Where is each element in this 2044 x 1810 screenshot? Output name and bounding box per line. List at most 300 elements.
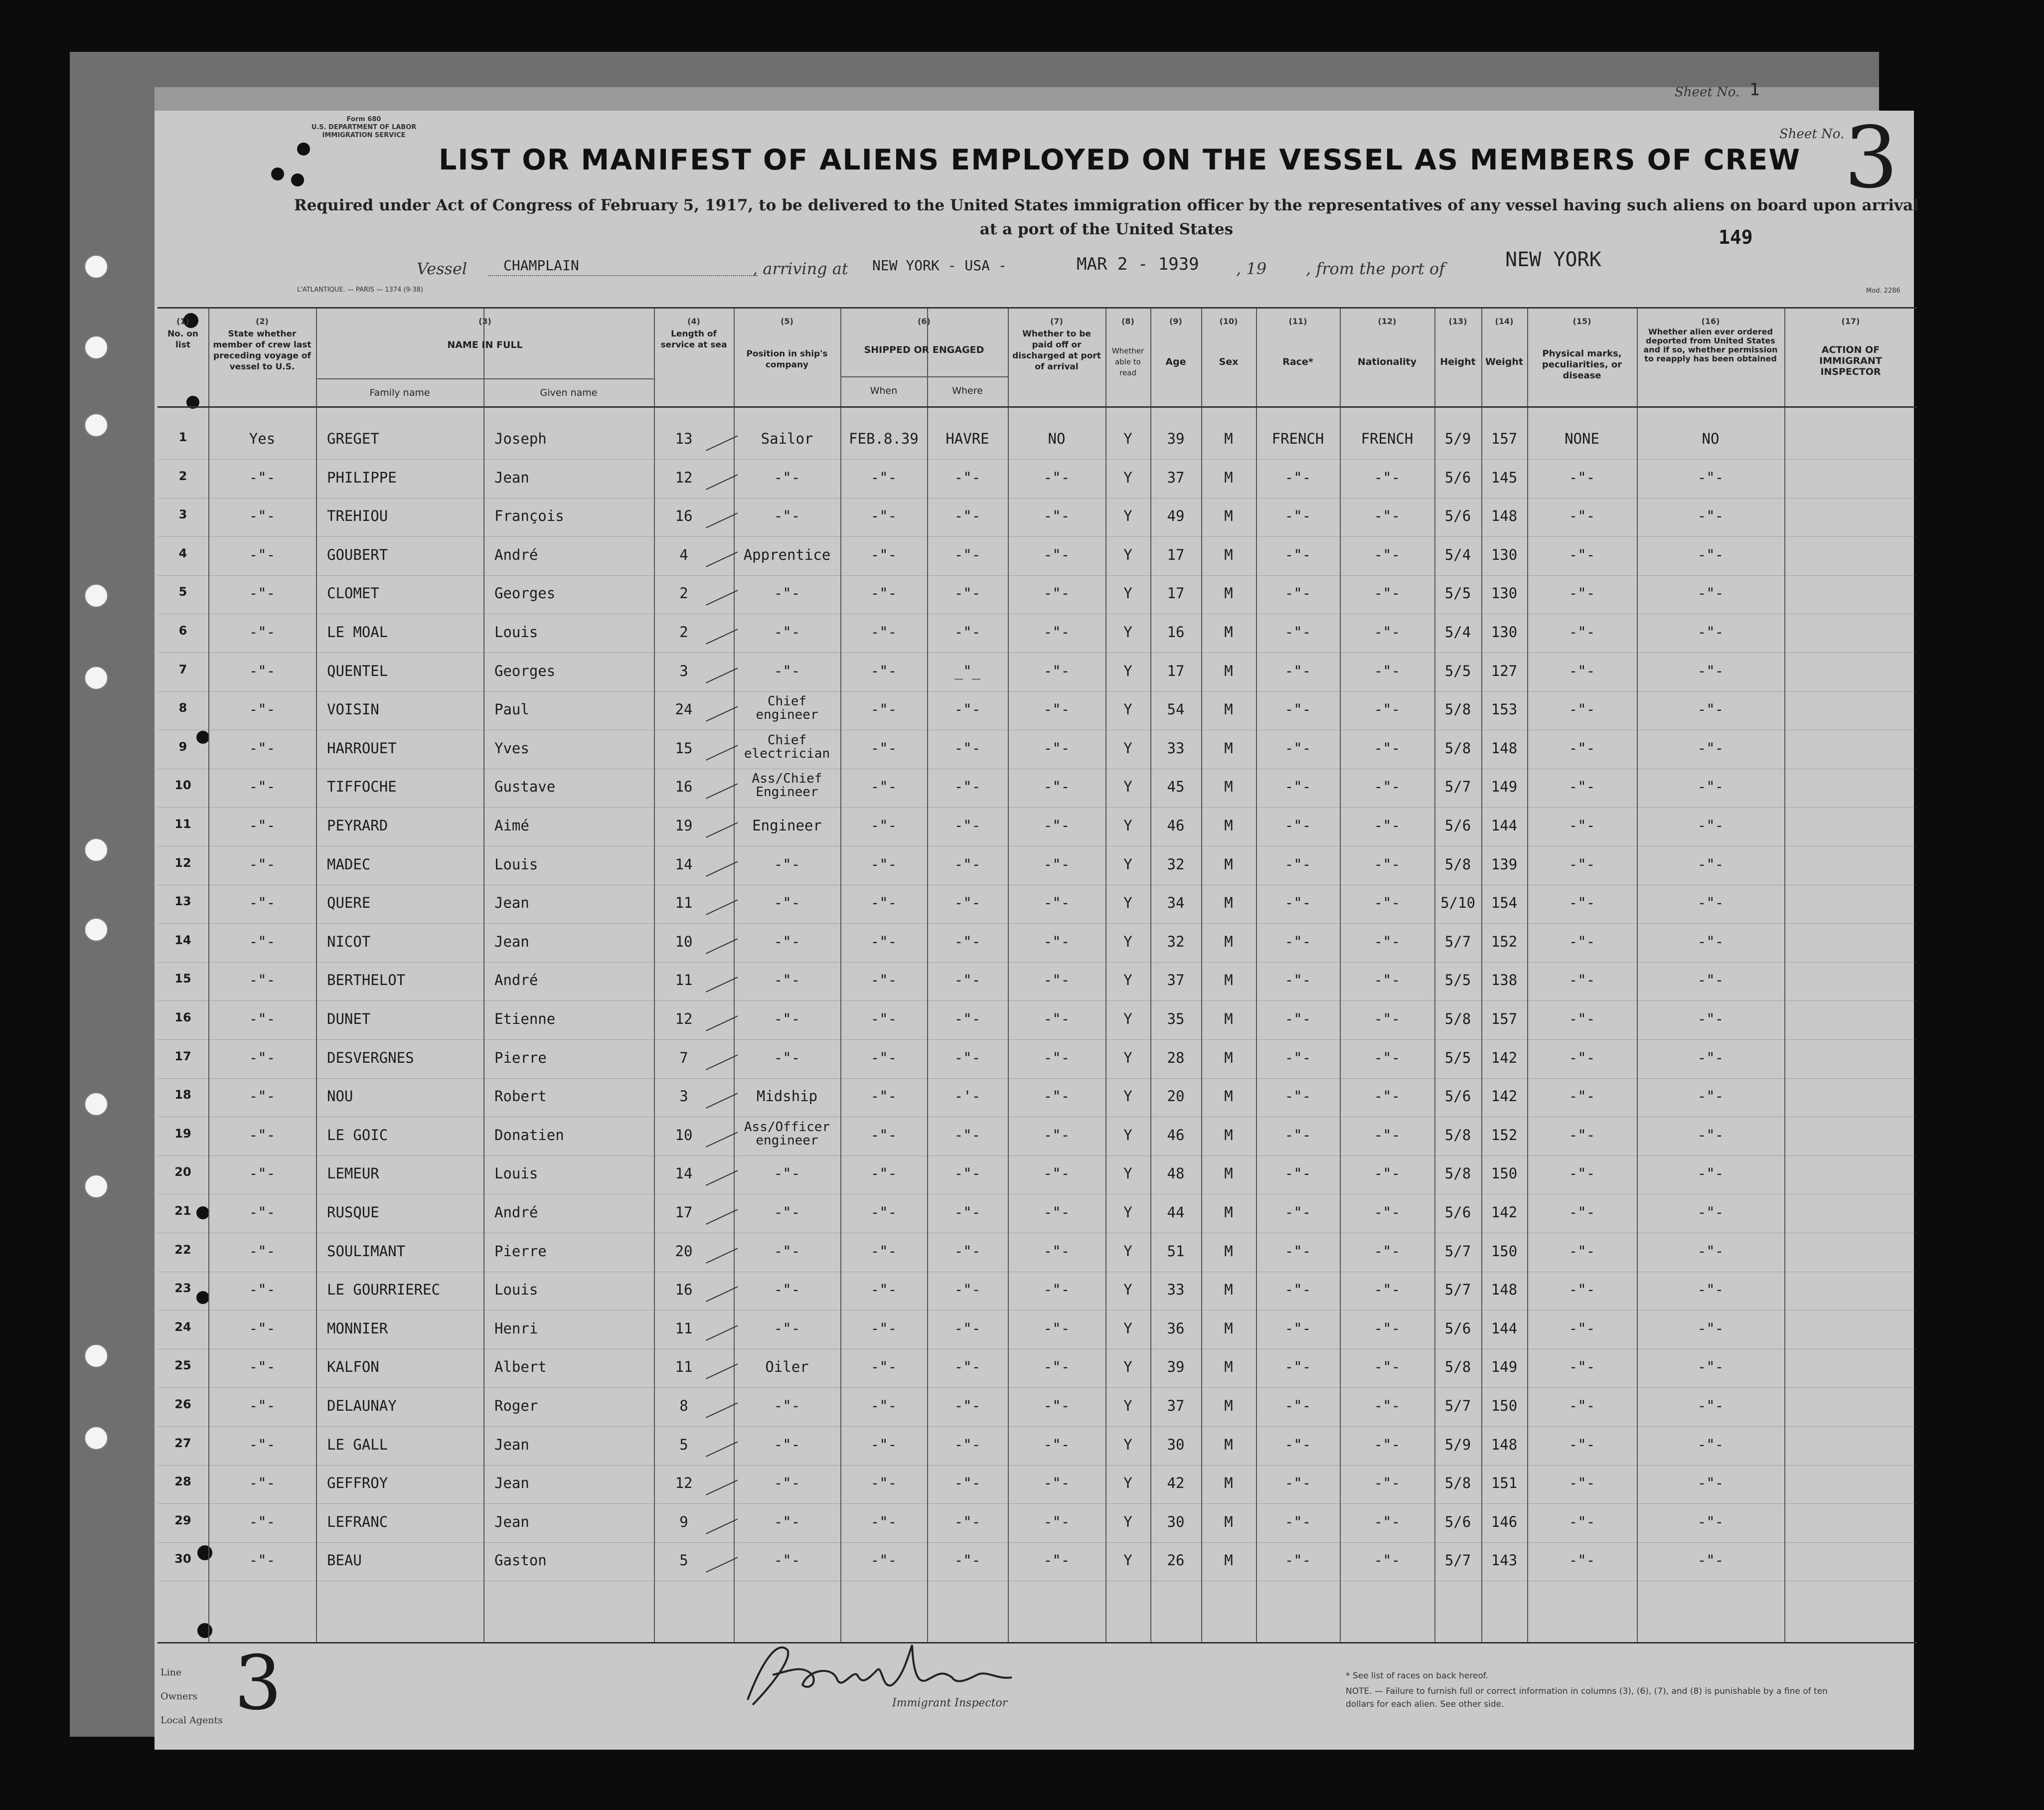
height: 5/6 <box>1444 469 1471 486</box>
weight: 127 <box>1491 662 1518 679</box>
given-name: Louis <box>494 624 538 641</box>
able-to-read: Y <box>1123 546 1132 563</box>
length-of-service: 11 <box>675 1319 693 1337</box>
length-of-service: 16 <box>675 1281 693 1299</box>
given-name: Robert <box>494 1088 547 1105</box>
from-port-value: NEW YORK <box>1505 248 1601 271</box>
col-header-sex: Sex <box>1219 356 1239 367</box>
prev-voyage: -"- <box>249 1010 276 1027</box>
race: -"- <box>1284 894 1311 912</box>
shipped-when: -"- <box>870 855 897 873</box>
vessel-label: Vessel <box>417 259 468 278</box>
weight: 157 <box>1491 430 1518 447</box>
vessel-value: CHAMPLAIN <box>503 257 579 274</box>
col-header-nationality: Nationality <box>1357 356 1417 367</box>
punch-dot <box>297 143 310 156</box>
position: Ass/Chief Engineer <box>752 771 822 800</box>
family-name: DELAUNAY <box>327 1397 397 1414</box>
sex: M <box>1224 1088 1233 1105</box>
weight: 148 <box>1491 1281 1518 1299</box>
from-port-label: , from the port of <box>1306 259 1445 278</box>
shipped-where: -"- <box>954 1436 981 1453</box>
position: Oiler <box>765 1358 809 1376</box>
row-number: 28 <box>174 1475 191 1489</box>
shipped-where: -"- <box>954 1475 981 1492</box>
given-name: André <box>494 972 538 989</box>
physical-marks: -"- <box>1569 972 1595 989</box>
paid-off: -"- <box>1043 507 1070 525</box>
page-title: LIST OR MANIFEST OF ALIENS EMPLOYED ON THE VESSEL AS MEMBERS OF CREW <box>439 144 1801 176</box>
local-agents-label: Local Agents <box>160 1715 223 1726</box>
paid-off: -"- <box>1043 1281 1070 1299</box>
deported: -"- <box>1697 1010 1724 1027</box>
given-name: Gustave <box>494 778 556 796</box>
able-to-read: Y <box>1123 1513 1132 1530</box>
weight: 138 <box>1491 972 1518 989</box>
weight: 154 <box>1491 894 1518 912</box>
row-rule <box>157 1465 1917 1466</box>
height: 5/7 <box>1444 1242 1471 1260</box>
length-of-service: 15 <box>675 739 693 757</box>
sex: M <box>1224 546 1233 563</box>
given-name: Georges <box>494 585 556 602</box>
weight: 139 <box>1491 855 1518 873</box>
length-of-service: 11 <box>675 894 693 912</box>
given-name: Etienne <box>494 1010 556 1027</box>
weight: 144 <box>1491 817 1518 834</box>
race: -"- <box>1284 1088 1311 1105</box>
race: -"- <box>1284 1552 1311 1569</box>
physical-marks: NONE <box>1565 430 1599 447</box>
row-rule <box>157 1000 1917 1001</box>
age: 46 <box>1167 817 1185 834</box>
physical-marks: -"- <box>1569 1010 1595 1027</box>
physical-marks: -"- <box>1569 778 1595 796</box>
row-rule <box>157 1155 1917 1156</box>
given-name: François <box>494 507 564 525</box>
weight: 152 <box>1491 1126 1518 1144</box>
deported: -"- <box>1697 507 1724 525</box>
binder-hole <box>84 1426 109 1451</box>
paid-off: -"- <box>1043 1358 1070 1376</box>
model-number: Mod. 2286 <box>1866 287 1900 295</box>
length-of-service: 11 <box>675 972 693 989</box>
paid-off: -"- <box>1043 469 1070 486</box>
position: Engineer <box>752 817 822 834</box>
position: -"- <box>774 585 800 602</box>
weight: 150 <box>1491 1165 1518 1182</box>
deported: -"- <box>1697 1281 1724 1299</box>
row-rule <box>157 923 1917 924</box>
shipped-where: -"- <box>954 1242 981 1260</box>
shipped-when: -"- <box>870 1436 897 1453</box>
col-divider <box>316 309 317 1642</box>
height: 5/6 <box>1444 1204 1471 1221</box>
sheet-no-value-top: 1 <box>1749 80 1760 100</box>
shipped-when: -"- <box>870 469 897 486</box>
age: 17 <box>1167 662 1185 679</box>
height: 5/8 <box>1444 1165 1471 1182</box>
shipped-when: -"- <box>870 1397 897 1414</box>
row-number: 1 <box>178 430 187 444</box>
sex: M <box>1224 1319 1233 1337</box>
position: -"- <box>774 1513 800 1530</box>
height: 5/6 <box>1444 817 1471 834</box>
family-name: CLOMET <box>327 585 379 602</box>
row-rule <box>157 1310 1917 1311</box>
age: 34 <box>1167 894 1185 912</box>
able-to-read: Y <box>1123 585 1132 602</box>
paid-off: -"- <box>1043 1204 1070 1221</box>
age: 26 <box>1167 1552 1185 1569</box>
deported: -"- <box>1697 469 1724 486</box>
family-name: DUNET <box>327 1010 371 1027</box>
nationality: -"- <box>1374 894 1401 912</box>
length-of-service: 16 <box>675 507 693 525</box>
shipped-when: -"- <box>870 1088 897 1105</box>
age: 51 <box>1167 1242 1185 1260</box>
weight: 153 <box>1491 701 1518 718</box>
binder-hole <box>84 1343 109 1368</box>
family-name: TREHIOU <box>327 507 388 525</box>
deported: -"- <box>1697 1358 1724 1376</box>
length-of-service: 4 <box>679 546 688 563</box>
deported: -"- <box>1697 1049 1724 1066</box>
prev-voyage: -"- <box>249 1049 276 1066</box>
family-name: LEMEUR <box>327 1165 379 1182</box>
shipped-where: -"- <box>954 585 981 602</box>
shipped-when: -"- <box>870 1281 897 1299</box>
race: -"- <box>1284 1475 1311 1492</box>
able-to-read: Y <box>1123 1436 1132 1453</box>
col-num-4: (4) <box>687 317 700 326</box>
length-of-service: 19 <box>675 817 693 834</box>
sex: M <box>1224 1010 1233 1027</box>
sex: M <box>1224 1552 1233 1569</box>
age: 35 <box>1167 1010 1185 1027</box>
family-name: BEAU <box>327 1552 362 1569</box>
length-of-service: 7 <box>679 1049 688 1066</box>
position: -"- <box>774 1010 800 1027</box>
col-header-shipped: SHIPPED OR ENGAGED <box>864 344 984 355</box>
nationality: -"- <box>1374 1319 1401 1337</box>
sex: M <box>1224 894 1233 912</box>
age: 32 <box>1167 933 1185 950</box>
race: -"- <box>1284 1513 1311 1530</box>
length-of-service: 12 <box>675 469 693 486</box>
row-rule <box>157 1078 1917 1079</box>
physical-marks: -"- <box>1569 1088 1595 1105</box>
shipped-when: -"- <box>870 662 897 679</box>
length-of-service: 24 <box>675 701 693 718</box>
length-of-service: 2 <box>679 585 688 602</box>
row-rule <box>157 1387 1917 1388</box>
col-num-6: (6) <box>918 317 931 326</box>
deported: -"- <box>1697 739 1724 757</box>
given-name: Jean <box>494 1513 529 1530</box>
position: -"- <box>774 1242 800 1260</box>
col-num-11: (11) <box>1288 317 1307 326</box>
nationality: -"- <box>1374 817 1401 834</box>
arrival-date: MAR 2 - 1939 <box>1077 254 1199 274</box>
col-header-where: Where <box>952 385 983 396</box>
nationality: -"- <box>1374 507 1401 525</box>
physical-marks: -"- <box>1569 1475 1595 1492</box>
shipped-where: -"- <box>954 778 981 796</box>
row-number: 30 <box>174 1552 191 1566</box>
row-number: 25 <box>174 1358 191 1373</box>
shipped-when: -"- <box>870 1513 897 1530</box>
binder-hole <box>84 335 109 360</box>
deported: -"- <box>1697 972 1724 989</box>
sheet-no-label-top: Sheet No. <box>1675 85 1740 100</box>
shipped-when: -"- <box>870 701 897 718</box>
prev-voyage: -"- <box>249 469 276 486</box>
family-name: BERTHELOT <box>327 972 406 989</box>
deported: -"- <box>1697 1126 1724 1144</box>
able-to-read: Y <box>1123 1204 1132 1221</box>
row-number: 2 <box>178 469 187 483</box>
paid-off: -"- <box>1043 1088 1070 1105</box>
able-to-read: Y <box>1123 933 1132 950</box>
nationality: -"- <box>1374 1126 1401 1144</box>
given-name: Louis <box>494 1165 538 1182</box>
owners-label: Owners <box>160 1691 198 1702</box>
race: -"- <box>1284 817 1311 834</box>
row-number: 21 <box>174 1204 191 1218</box>
shipped-when: -"- <box>870 1010 897 1027</box>
length-of-service: 10 <box>675 1126 693 1144</box>
family-name: PHILIPPE <box>327 469 397 486</box>
footer-big-number: 3 <box>234 1640 282 1727</box>
col-header-family: Family name <box>369 387 430 398</box>
sex: M <box>1224 701 1233 718</box>
shipped-when: -"- <box>870 546 897 563</box>
able-to-read: Y <box>1123 1126 1132 1144</box>
physical-marks: -"- <box>1569 1204 1595 1221</box>
given-name: Albert <box>494 1358 547 1376</box>
sex: M <box>1224 1281 1233 1299</box>
paid-off: -"- <box>1043 1165 1070 1182</box>
sheet-number-large: 3 <box>1844 109 1898 207</box>
family-name: HARROUET <box>327 739 397 757</box>
nationality: -"- <box>1374 1049 1401 1066</box>
weight: 145 <box>1491 469 1518 486</box>
shipped-when: -"- <box>870 585 897 602</box>
prev-voyage: Yes <box>249 430 276 447</box>
length-of-service: 10 <box>675 933 693 950</box>
prev-voyage: -"- <box>249 817 276 834</box>
sex: M <box>1224 972 1233 989</box>
given-name: Georges <box>494 662 556 679</box>
sex: M <box>1224 1358 1233 1376</box>
binder-hole <box>84 254 109 279</box>
shipped-where: -"- <box>954 507 981 525</box>
shipped-where: -"- <box>954 546 981 563</box>
paid-off: -"- <box>1043 701 1070 718</box>
height: 5/7 <box>1444 1281 1471 1299</box>
paid-off: NO <box>1048 430 1066 447</box>
given-name: Pierre <box>494 1049 547 1066</box>
nationality: -"- <box>1374 739 1401 757</box>
nationality: -"- <box>1374 1088 1401 1105</box>
deported: -"- <box>1697 1242 1724 1260</box>
race: -"- <box>1284 739 1311 757</box>
given-name: Louis <box>494 1281 538 1299</box>
family-name: GREGET <box>327 430 379 447</box>
weight: 144 <box>1491 1319 1518 1337</box>
row-rule <box>157 1503 1917 1504</box>
length-of-service: 12 <box>675 1010 693 1027</box>
weight: 148 <box>1491 507 1518 525</box>
position: -"- <box>774 1049 800 1066</box>
age: 42 <box>1167 1475 1185 1492</box>
weight: 150 <box>1491 1242 1518 1260</box>
nationality: FRENCH <box>1361 430 1414 447</box>
family-name: QUERE <box>327 894 371 912</box>
position: -"- <box>774 624 800 641</box>
shipped-when: -"- <box>870 1475 897 1492</box>
shipped-when: -"- <box>870 1358 897 1376</box>
physical-marks: -"- <box>1569 585 1595 602</box>
line-label: Line <box>160 1667 182 1678</box>
position: Chief engineer <box>756 694 818 723</box>
row-number: 5 <box>178 585 187 599</box>
physical-marks: -"- <box>1569 624 1595 641</box>
weight: 149 <box>1491 1358 1518 1376</box>
col-header-when: When <box>870 385 898 396</box>
col-num-17: (17) <box>1841 317 1860 326</box>
nationality: -"- <box>1374 1475 1401 1492</box>
height: 5/8 <box>1444 701 1471 718</box>
family-name: KALFON <box>327 1358 379 1376</box>
col-num-7: (7) <box>1050 317 1063 326</box>
family-name: VOISIN <box>327 701 379 718</box>
row-number: 17 <box>174 1049 191 1063</box>
paid-off: -"- <box>1043 1010 1070 1027</box>
row-rule <box>157 962 1917 963</box>
col-num-13: (13) <box>1448 317 1467 326</box>
length-of-service: 5 <box>679 1552 688 1569</box>
physical-marks: -"- <box>1569 1552 1595 1569</box>
height: 5/6 <box>1444 1513 1471 1530</box>
given-name: Pierre <box>494 1242 547 1260</box>
prev-voyage: -"- <box>249 972 276 989</box>
able-to-read: Y <box>1123 817 1132 834</box>
sheet-no-label: Sheet No. <box>1779 127 1845 142</box>
shipped-where: -"- <box>954 1165 981 1182</box>
stamp-number: 149 <box>1719 226 1753 248</box>
sex: M <box>1224 662 1233 679</box>
col-num-9: (9) <box>1169 317 1182 326</box>
race: -"- <box>1284 546 1311 563</box>
position: -"- <box>774 933 800 950</box>
paid-off: -"- <box>1043 546 1070 563</box>
col-header-read: Whether able to read <box>1111 346 1144 377</box>
shipped-where: -"- <box>954 624 981 641</box>
shipped-when: -"- <box>870 1204 897 1221</box>
age: 33 <box>1167 1281 1185 1299</box>
nationality: -"- <box>1374 1165 1401 1182</box>
weight: 130 <box>1491 624 1518 641</box>
height: 5/6 <box>1444 1319 1471 1337</box>
sex: M <box>1224 1165 1233 1182</box>
row-number: 19 <box>174 1126 191 1141</box>
sex: M <box>1224 817 1233 834</box>
age: 17 <box>1167 546 1185 563</box>
binder-hole <box>84 583 109 608</box>
age: 37 <box>1167 469 1185 486</box>
nationality: -"- <box>1374 1397 1401 1414</box>
length-of-service: 14 <box>675 1165 693 1182</box>
nationality: -"- <box>1374 1436 1401 1453</box>
shipped-when: -"- <box>870 1552 897 1569</box>
race: -"- <box>1284 778 1311 796</box>
weight: 142 <box>1491 1204 1518 1221</box>
position: -"- <box>774 662 800 679</box>
prev-voyage: -"- <box>249 1242 276 1260</box>
height: 5/9 <box>1444 430 1471 447</box>
nationality: -"- <box>1374 1358 1401 1376</box>
age: 17 <box>1167 585 1185 602</box>
position: -"- <box>774 1397 800 1414</box>
row-number: 9 <box>178 739 187 754</box>
height: 5/8 <box>1444 1475 1471 1492</box>
nationality: -"- <box>1374 1242 1401 1260</box>
row-number: 10 <box>174 778 191 793</box>
prev-voyage: -"- <box>249 739 276 757</box>
physical-marks: -"- <box>1569 933 1595 950</box>
position: -"- <box>774 1319 800 1337</box>
prev-voyage: -"- <box>249 1552 276 1569</box>
sex: M <box>1224 624 1233 641</box>
shipped-when: FEB.8.39 <box>849 430 919 447</box>
nationality: -"- <box>1374 1204 1401 1221</box>
height: 5/8 <box>1444 739 1471 757</box>
prev-voyage: -"- <box>249 701 276 718</box>
shipped-where: -"- <box>954 1513 981 1530</box>
family-name: LEFRANC <box>327 1513 388 1530</box>
sex: M <box>1224 1242 1233 1260</box>
able-to-read: Y <box>1123 1319 1132 1337</box>
given-name: André <box>494 1204 538 1221</box>
prev-voyage: -"- <box>249 585 276 602</box>
given-name: Joseph <box>494 430 547 447</box>
prev-voyage: -"- <box>249 507 276 525</box>
shipped-where: -"- <box>954 1358 981 1376</box>
position: Sailor <box>761 430 813 447</box>
col-header-service: Length of service at sea <box>660 329 727 350</box>
deported: -"- <box>1697 1204 1724 1221</box>
physical-marks: -"- <box>1569 546 1595 563</box>
sex: M <box>1224 1436 1233 1453</box>
col-num-14: (14) <box>1495 317 1514 326</box>
row-rule <box>157 1039 1917 1040</box>
able-to-read: Y <box>1123 662 1132 679</box>
prev-voyage: -"- <box>249 546 276 563</box>
family-name: MADEC <box>327 855 371 873</box>
able-to-read: Y <box>1123 1281 1132 1299</box>
col-header-action: ACTION OF IMMIGRANT INSPECTOR <box>1819 344 1882 377</box>
col-num-10: (10) <box>1219 317 1238 326</box>
age: 33 <box>1167 739 1185 757</box>
physical-marks: -"- <box>1569 1358 1595 1376</box>
paid-off: -"- <box>1043 1319 1070 1337</box>
family-name: MONNIER <box>327 1319 388 1337</box>
age: 28 <box>1167 1049 1185 1066</box>
shipped-when: -"- <box>870 1049 897 1066</box>
nationality: -"- <box>1374 701 1401 718</box>
